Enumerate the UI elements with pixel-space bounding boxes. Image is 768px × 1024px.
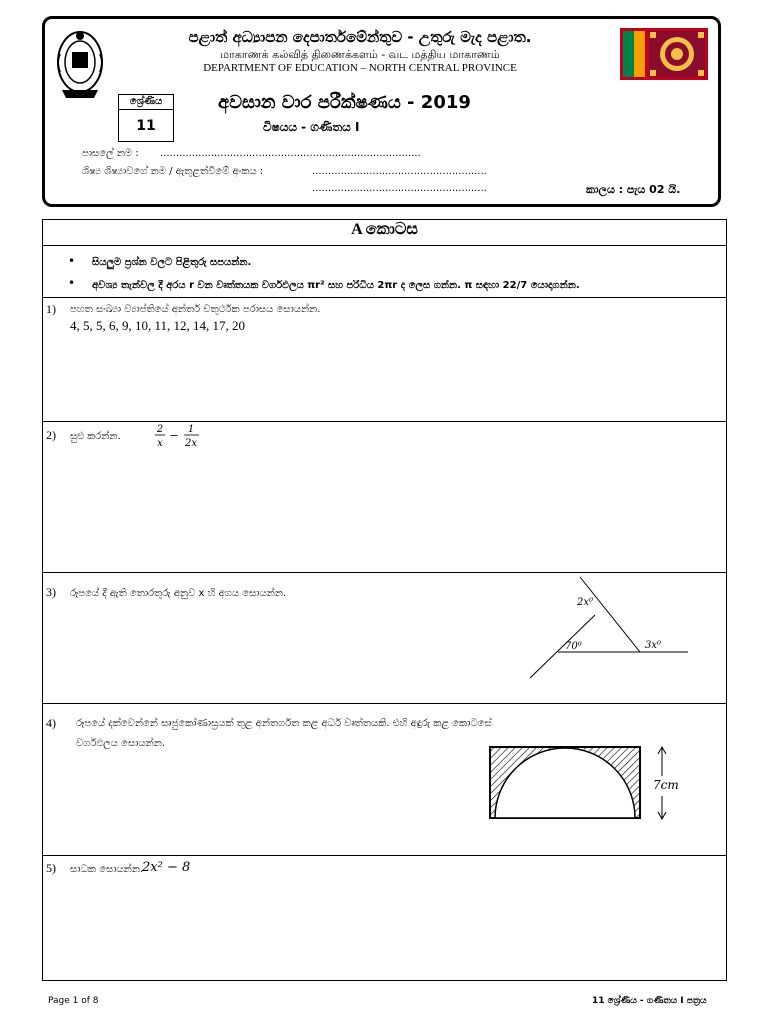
- divider: [42, 572, 727, 573]
- question-text: පහත සංඛ්‍යා ව්‍යාප්තියේ අන්තර් චතුර්ථක පරාසය සොයන්න.: [70, 304, 321, 315]
- question-number: 4): [46, 716, 56, 730]
- fraction-expression: [150, 420, 210, 452]
- angle-label-right: 3x⁰: [645, 640, 662, 651]
- divider: [42, 855, 727, 856]
- department-title-sinhala: පළාත් අධ්‍යාපන දෙපාර්තමේන්තුව - උතුරු මැද පළාත.: [188, 28, 532, 46]
- denominator-2: 2x: [184, 438, 198, 449]
- provincial-flag-icon: [620, 28, 708, 80]
- operator: −: [169, 429, 179, 442]
- numerator-2: 1: [187, 424, 195, 435]
- divider: [42, 245, 727, 246]
- question-text-line-1: රූපයේ දක්වෙන්නේ සෘජුකෝණාස්‍රයක් තුළ අන්තර්ගත කළ අර්ධ වෘත්තයකි. එහි අඳුරු කළ කොටසේ: [76, 718, 492, 729]
- paper-label: 11 ශ්‍රේණිය - ගණිතය I පත්‍රය: [592, 996, 707, 1006]
- angle-figure: [525, 575, 695, 685]
- national-emblem-icon: [54, 24, 106, 104]
- instruction-2: අවශ්‍ය තැන්වල දී අරය r වන වෘත්තයක වර්ගඵලය πr² සහ පරිධිය 2πr ද ලෙස ගන්න. π සඳහා 22/7 යොදාගන්න.: [92, 280, 580, 291]
- instruction-1: සියලුම ප්‍රශ්න වලට පිළිතුරු සපයන්න.: [92, 257, 252, 268]
- question-text: සාධක සොයන්න.: [70, 864, 144, 875]
- numerator-1: 2: [156, 424, 164, 435]
- time-allowed: කාලය : පැය 02 යි.: [586, 183, 681, 196]
- section-title: A කොටස: [351, 221, 418, 238]
- divider: [42, 703, 727, 704]
- question-data: 4, 5, 5, 6, 9, 10, 11, 12, 14, 17, 20: [70, 318, 246, 333]
- question-number: 3): [46, 585, 56, 599]
- question-number: 5): [46, 861, 56, 875]
- grade-label: ශ්‍රේණිය: [118, 94, 174, 110]
- grade-value: 11: [136, 118, 156, 134]
- angle-label-left: 70⁰: [565, 641, 582, 652]
- student-name-label: ශිෂ්‍ය ශිෂ්‍යාවගේ නම / ඇතුළත්වීමේ අංකය :: [82, 166, 264, 177]
- divider: [42, 297, 727, 298]
- department-title-tamil: மாகாணக் கல்வித் திணைக்களம் - வட மத்திய மாகாணம்: [220, 48, 500, 61]
- department-title-english: DEPARTMENT OF EDUCATION – NORTH CENTRAL PROVINCE: [203, 62, 517, 74]
- semicircle-figure: [485, 742, 685, 826]
- question-text: රූපයේ දී ඇති තොරතුරු අනුව x හි අගය සොයන්න.: [70, 588, 287, 599]
- subject-label: විෂයය - ගණිතය I: [263, 120, 360, 134]
- index-number-field[interactable]: .......................................................: [312, 183, 487, 194]
- exam-title: අවසාන වාර පරීක්ෂණය - 2019: [218, 92, 471, 113]
- question-number: 1): [46, 302, 56, 316]
- dimension-label: 7cm: [653, 778, 679, 792]
- divider: [42, 421, 727, 422]
- page-number: Page 1 of 8: [48, 996, 99, 1006]
- question-expression: 2x² − 8: [142, 860, 191, 875]
- school-name-label: පාසලේ නම :: [82, 148, 139, 159]
- bullet-icon: •: [68, 276, 76, 290]
- angle-label-top: 2x⁰: [577, 597, 594, 608]
- question-text-line-2: වර්ගඵලය සොයන්න.: [76, 738, 166, 749]
- student-name-field[interactable]: .......................................................: [312, 166, 487, 177]
- bullet-icon: •: [68, 254, 76, 268]
- question-number: 2): [46, 428, 56, 442]
- denominator-1: x: [157, 438, 163, 449]
- school-name-field[interactable]: ..................................................................................: [160, 148, 421, 159]
- question-text: සුළු කරන්න.: [70, 431, 121, 442]
